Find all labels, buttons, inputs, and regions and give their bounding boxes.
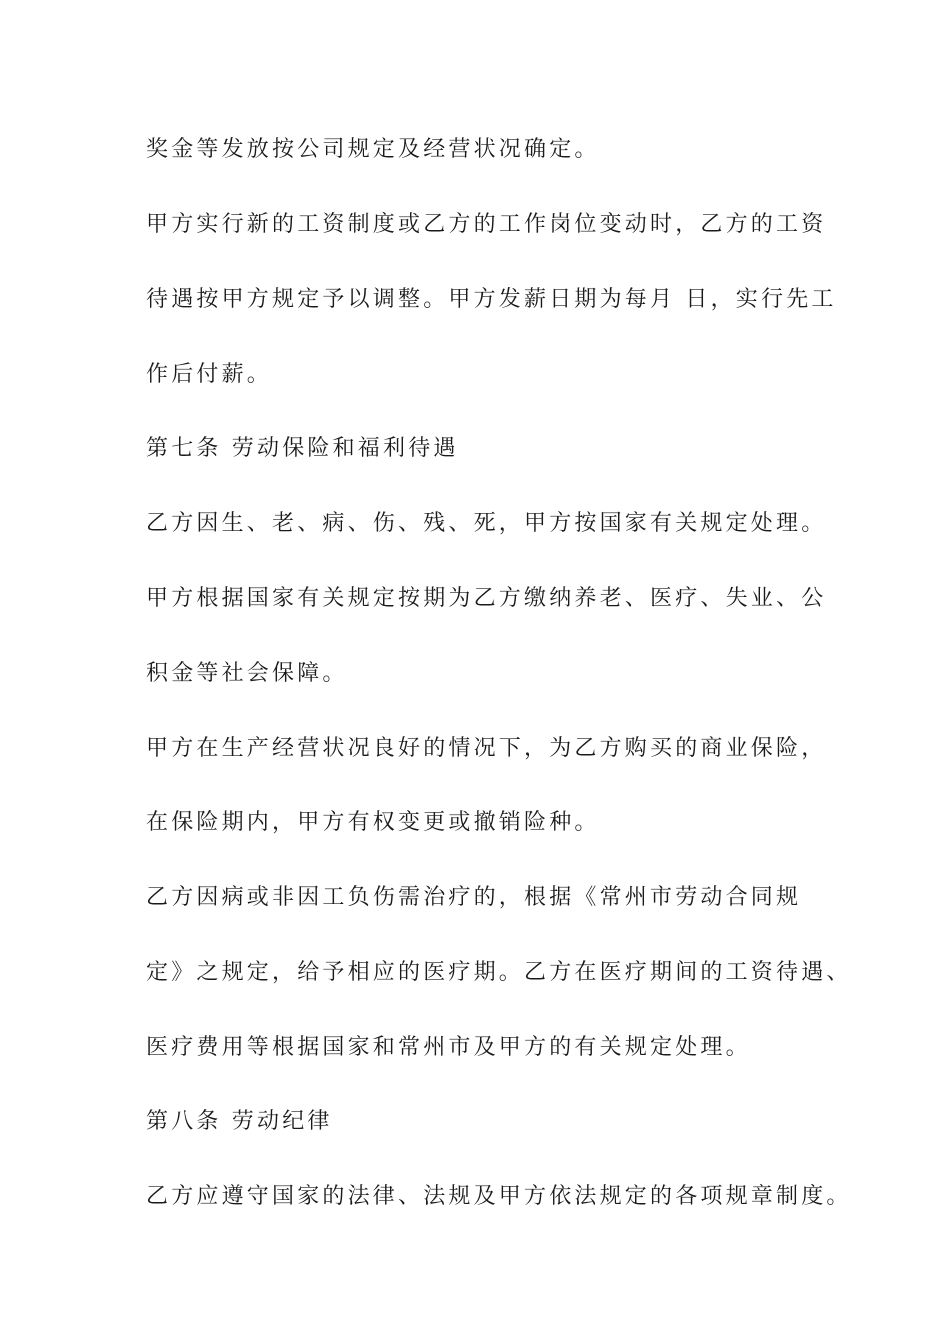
section-heading-article-7: 第七条 劳动保险和福利待遇 <box>146 436 459 461</box>
text-line: 医疗费用等根据国家和常州市及甲方的有关规定处理。 <box>146 1035 751 1060</box>
section-heading-article-8: 第八条 劳动纪律 <box>146 1109 333 1134</box>
text-line: 在保险期内，甲方有权变更或撤销险种。 <box>146 810 600 835</box>
text-line: 乙方因病或非因工负伤需治疗的，根据《常州市劳动合同规 <box>146 885 802 910</box>
text-line: 待遇按甲方规定予以调整。甲方发薪日期为每月 日，实行先工 <box>146 287 837 312</box>
text-line: 乙方应遵守国家的法律、法规及甲方依法规定的各项规章制度。 <box>146 1184 852 1209</box>
text-line: 甲方实行新的工资制度或乙方的工作岗位变动时，乙方的工资 <box>146 212 827 237</box>
text-line: 甲方在生产经营状况良好的情况下，为乙方购买的商业保险， <box>146 736 827 761</box>
text-line: 积金等社会保障。 <box>146 661 348 686</box>
text-line: 定》之规定，给予相应的医疗期。乙方在医疗期间的工资待遇、 <box>146 960 852 985</box>
text-line: 乙方因生、老、病、伤、残、死，甲方按国家有关规定处理。 <box>146 511 827 536</box>
text-line: 奖金等发放按公司规定及经营状况确定。 <box>146 137 600 162</box>
text-line: 作后付薪。 <box>146 362 273 387</box>
text-line: 甲方根据国家有关规定按期为乙方缴纳养老、医疗、失业、公 <box>146 586 827 611</box>
